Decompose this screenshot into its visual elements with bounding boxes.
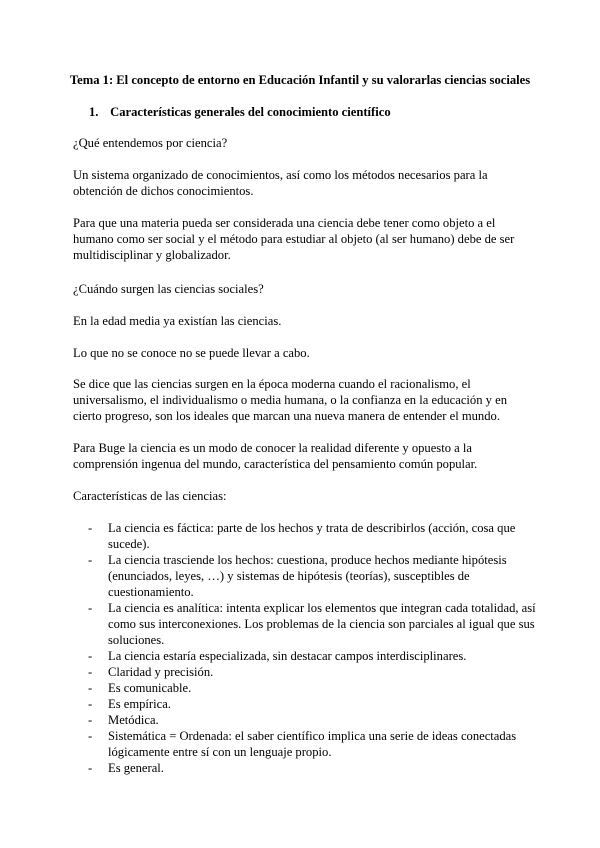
list-item <box>88 680 536 696</box>
list-item <box>88 552 536 600</box>
bullet-dash: - <box>88 665 93 679</box>
list-item <box>88 760 536 776</box>
bullet-dash: - <box>88 521 93 535</box>
bullet-dash: - <box>88 681 93 695</box>
bullet-dash: - <box>88 697 93 711</box>
list-item-text: Metódica. <box>108 713 159 727</box>
list-item <box>88 712 536 728</box>
bullet-dash: - <box>88 601 93 615</box>
list-item-text: Es comunicable. <box>108 681 192 695</box>
list-item-text: La ciencia trasciende los hechos: cuestiona, produce hechos mediante hipótesis (enunciados, leyes, …) y sistemas de hipótesis (teorías), susceptibles de cuestionamiento. <box>108 553 507 599</box>
list-item <box>88 520 536 552</box>
list-item-text: Claridad y precisión. <box>108 665 214 679</box>
science-definition-paragraph: Un sistema organizado de conocimientos, así como los métodos necesarios para la obtención de dichos conocimientos. <box>73 168 488 198</box>
section-heading-text: Características generales del conocimiento científico <box>110 105 391 119</box>
bullet-dash: - <box>88 649 93 663</box>
bullet-dash: - <box>88 729 93 743</box>
modern-era-paragraph: Se dice que las ciencias surgen en la época moderna cuando el racionalismo, el universalismo, el individualismo o media humana, o la confianza en la educación y en cierto progreso, son los ideales que marcan una nueva manera de entender el mundo. <box>73 377 507 423</box>
middle-ages-paragraph: En la edad media ya existían las ciencias. <box>73 314 282 328</box>
section-heading <box>89 104 391 120</box>
bullet-dash: - <box>88 553 93 567</box>
science-object-paragraph: Para que una materia pueda ser considerada una ciencia debe tener como objeto a el humano como ser social y el método para estudiar al objeto (al ser humano) debe de ser multidisciplinar y globalizador. <box>73 216 515 262</box>
list-item <box>88 600 536 648</box>
list-item <box>88 728 536 760</box>
list-item-text: La ciencia estaría especializada, sin destacar campos interdisciplinares. <box>108 649 467 663</box>
list-item <box>88 696 536 712</box>
question-what-is-science: ¿Qué entendemos por ciencia? <box>73 136 228 150</box>
characteristics-heading: Características de las ciencias: <box>73 489 227 503</box>
list-item <box>88 648 536 664</box>
bullet-dash: - <box>88 761 93 775</box>
section-number: 1. <box>89 105 99 119</box>
list-item-text: Es empírica. <box>108 697 171 711</box>
list-item-text: La ciencia es analítica: intenta explicar los elementos que integran cada totalidad, así como sus interconexiones. Los problemas de la ciencia son parciales al igual que sus soluciones. <box>108 601 536 647</box>
question-when-social-sciences: ¿Cuándo surgen las ciencias sociales? <box>73 282 264 296</box>
document-title: Tema 1: El concepto de entorno en Educación Infantil y su valorarlas ciencias sociales <box>69 73 531 87</box>
buge-paragraph: Para Buge la ciencia es un modo de conocer la realidad diferente y opuesto a la comprensión ingenua del mundo, característica del pensamiento común popular. <box>73 441 478 471</box>
list-item-text: Es general. <box>108 761 164 775</box>
list-item-text: La ciencia es fáctica: parte de los hechos y trata de describirlos (acción, cosa que sucede). <box>108 521 516 551</box>
unknown-paragraph: Lo que no se conoce no se puede llevar a cabo. <box>73 346 310 360</box>
bullet-dash: - <box>88 713 93 727</box>
list-item <box>88 664 536 680</box>
list-item-text: Sistemática = Ordenada: el saber científico implica una serie de ideas conectadas lógicamente entre sí con un lenguaje propio. <box>108 729 517 759</box>
